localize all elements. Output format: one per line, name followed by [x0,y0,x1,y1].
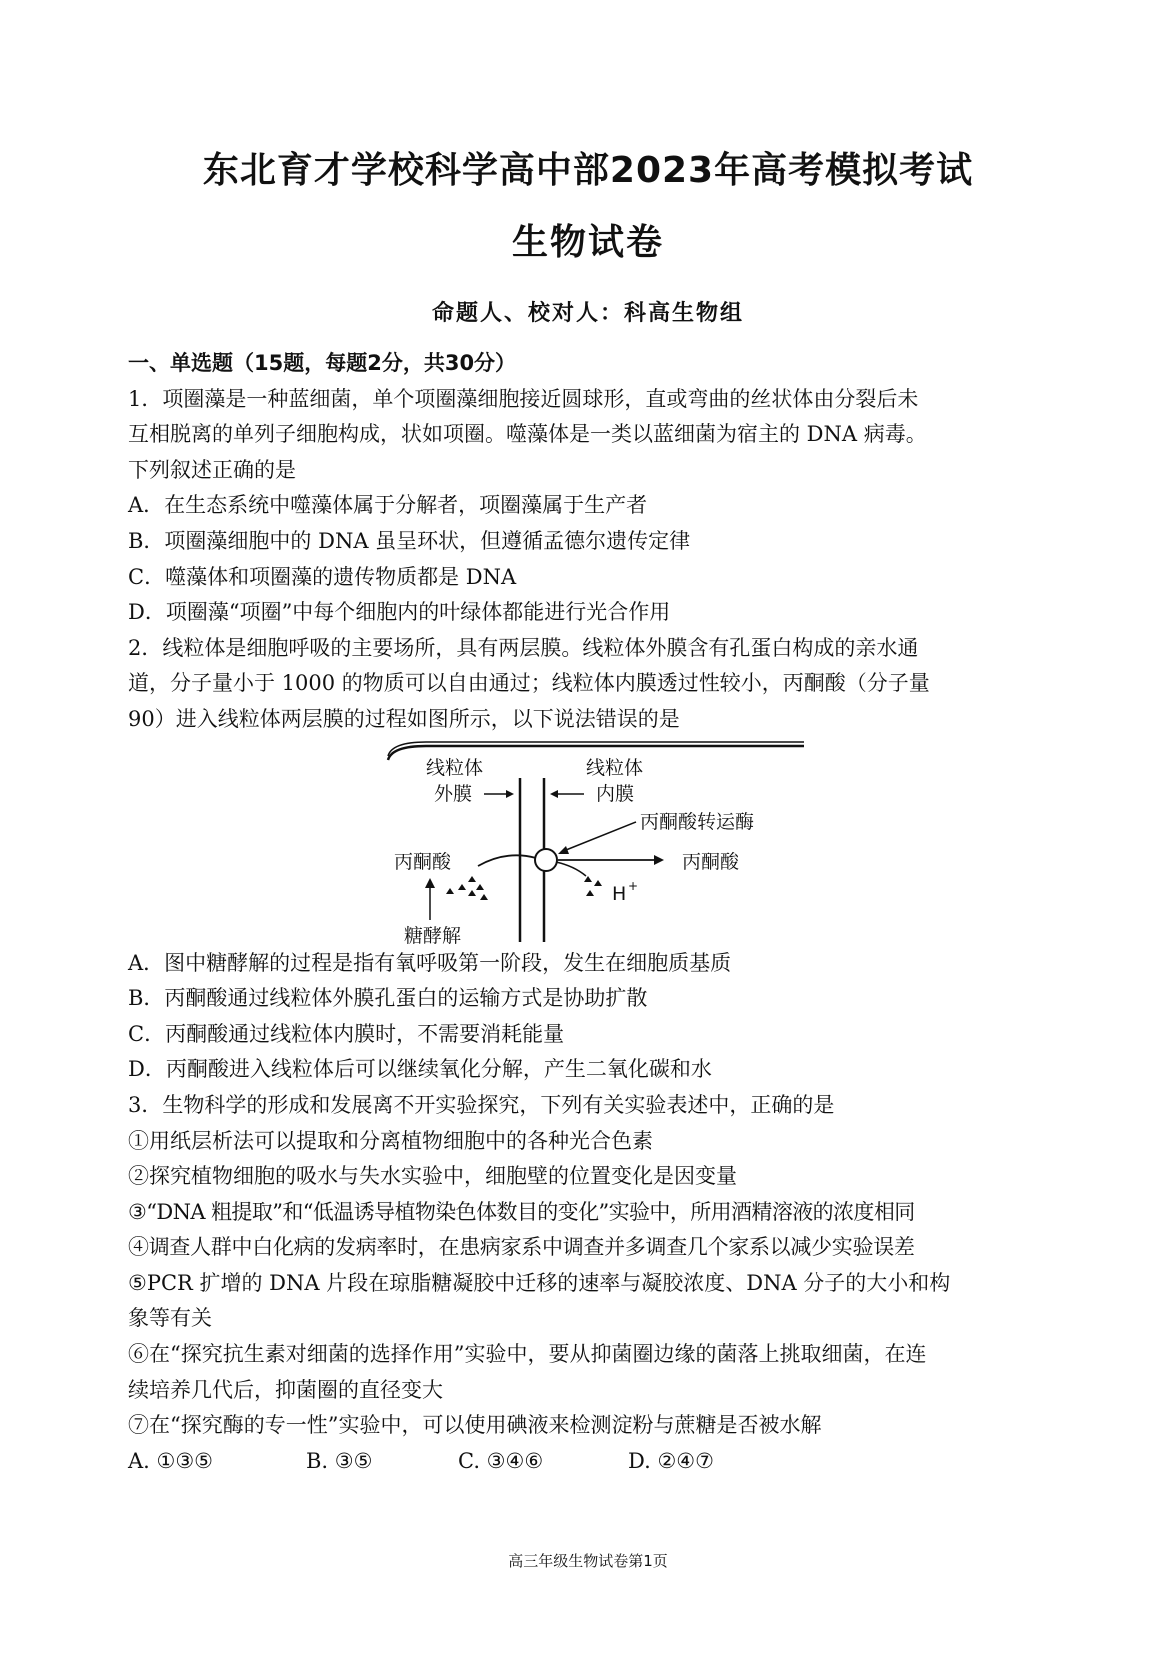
glycolysis-arrowhead [425,878,435,888]
q3-statement: ⑤PCR 扩增的 DNA 片段在琼脂糖凝胶中迁移的速率与凝胶浓度、DNA 分子的大小和构 [128,1270,951,1295]
q2-stem-line: 90）进入线粒体两层膜的过程如图所示，以下说法错误的是 [128,706,680,731]
q3-choice-c: C. ③④⑥ [458,1448,544,1473]
q3-statement: 续培养几代后，抑菌圈的直径变大 [128,1377,443,1402]
outer-label-arrowhead [506,790,514,798]
q2-option-a: A．图中糖酵解的过程是指有氧呼吸第一阶段，发生在细胞质基质 [128,950,732,975]
proton-triangle [468,890,476,896]
proton-triangle [446,888,454,894]
proton-label: H [612,882,627,905]
proton-triangle [586,890,594,896]
q2-option-b: B．丙酮酸通过线粒体外膜孔蛋白的运输方式是协助扩散 [128,986,648,1011]
glycolysis-label: 糖酵解 [404,924,462,946]
proton-charge: + [628,878,639,893]
left-pyruvate-label: 丙酮酸 [394,850,452,873]
outer-membrane-label-2: 外膜 [434,782,473,805]
outer-membrane-label-1: 线粒体 [426,756,484,779]
section-heading: 一、单选题（15题，每题2分，共30分） [128,351,517,375]
q3-statement: ④调查人群中白化病的发病率时，在患病家系中调查并多调查几个家系以减少实验误差 [128,1235,915,1260]
page-footer: 高三年级生物试卷第1页 [508,1552,668,1570]
q2-option-d: D．丙酮酸进入线粒体后可以继续氧化分解，产生二氧化碳和水 [128,1057,712,1082]
mitochondria-membrane-diagram [128,738,1058,946]
proton-path [556,862,586,876]
exam-subtitle: 生物试卷 [511,222,664,263]
inner-membrane-label-1: 线粒体 [586,756,644,779]
q3-statement: ⑥在“探究抗生素对细菌的选择作用”实验中，要从抑菌圈边缘的菌落上挑取细菌，在连 [128,1342,927,1367]
exam-content [128,346,1058,1479]
q1-stem-line: 1．项圈藻是一种蓝细菌，单个项圈藻细胞接近圆球形，直或弯曲的丝状体由分裂后未 [128,386,919,411]
transporter-arrow [566,822,636,850]
q1-option-a: A．在生态系统中噬藻体属于分解者，项圈藻属于生产者 [128,493,648,518]
right-pyruvate-label: 丙酮酸 [682,850,740,873]
pyruvate-path-curve [478,855,536,866]
proton-triangle [458,884,466,890]
q3-statement: ①用纸层析法可以提取和分离植物细胞中的各种光合色素 [128,1128,653,1153]
q3-choice-a: A. ①③⑤ [128,1448,213,1473]
q2-stem-line: 2．线粒体是细胞呼吸的主要场所，具有两层膜。线粒体外膜含有孔蛋白构成的亲水通 [128,635,919,660]
transporter-circle [535,849,557,871]
proton-triangle [476,884,484,890]
q2-option-c: C．丙酮酸通过线粒体内膜时，不需要消耗能量 [128,1021,565,1046]
diagram-svg [386,738,806,946]
proton-triangle [594,880,602,886]
top-band-line [388,742,804,756]
exam-authors: 命题人、校对人：科高生物组 [431,301,744,326]
q1-option-d: D．项圈藻“项圈”中每个细胞内的叶绿体都能进行光合作用 [128,600,671,625]
q1-stem-line: 互相脱离的单列子细胞构成，状如项圈。噬藻体是一类以蓝细菌为宿主的 DNA 病毒。 [128,422,927,447]
q3-choices [128,1444,1058,1480]
q3-statement: ②探究植物细胞的吸水与失水实验中，细胞壁的位置变化是因变量 [128,1164,737,1189]
q1-option-b: B．项圈藻细胞中的 DNA 虽呈环状，但遵循孟德尔遗传定律 [128,528,691,553]
q3-choice-b: B. ③⑤ [306,1448,373,1473]
inner-label-arrowhead [550,790,558,798]
inner-membrane-label-2: 内膜 [596,782,635,805]
proton-triangle [468,876,476,882]
q2-stem-line: 道，分子量小于 1000 的物质可以自由通过；线粒体内膜透过性较小，丙酮酸（分子量 [128,671,930,696]
transporter-label: 丙酮酸转运酶 [640,810,755,833]
proton-triangle [584,876,592,882]
q1-option-c: C．噬藻体和项圈藻的遗传物质都是 DNA [128,564,517,589]
q3-statement: ③“DNA 粗提取”和“低温诱导植物染色体数目的变化”实验中，所用酒精溶液的浓度相同 [128,1199,915,1224]
q3-statement: ⑦在“探究酶的专一性”实验中，可以使用碘液来检测淀粉与蔗糖是否被水解 [128,1413,822,1438]
pyruvate-arrowhead [654,855,664,865]
q3-choice-d: D. ②④⑦ [628,1448,714,1473]
exam-title: 东北育才学校科学高中部2023年高考模拟考试 [202,150,974,191]
transporter-arrowhead [558,846,569,854]
proton-triangle [480,894,488,900]
q3-statement: 象等有关 [128,1306,212,1331]
q1-stem-line: 下列叙述正确的是 [128,457,296,482]
q3-stem: 3．生物科学的形成和发展离不开实验探究，下列有关实验表述中，正确的是 [128,1092,835,1117]
